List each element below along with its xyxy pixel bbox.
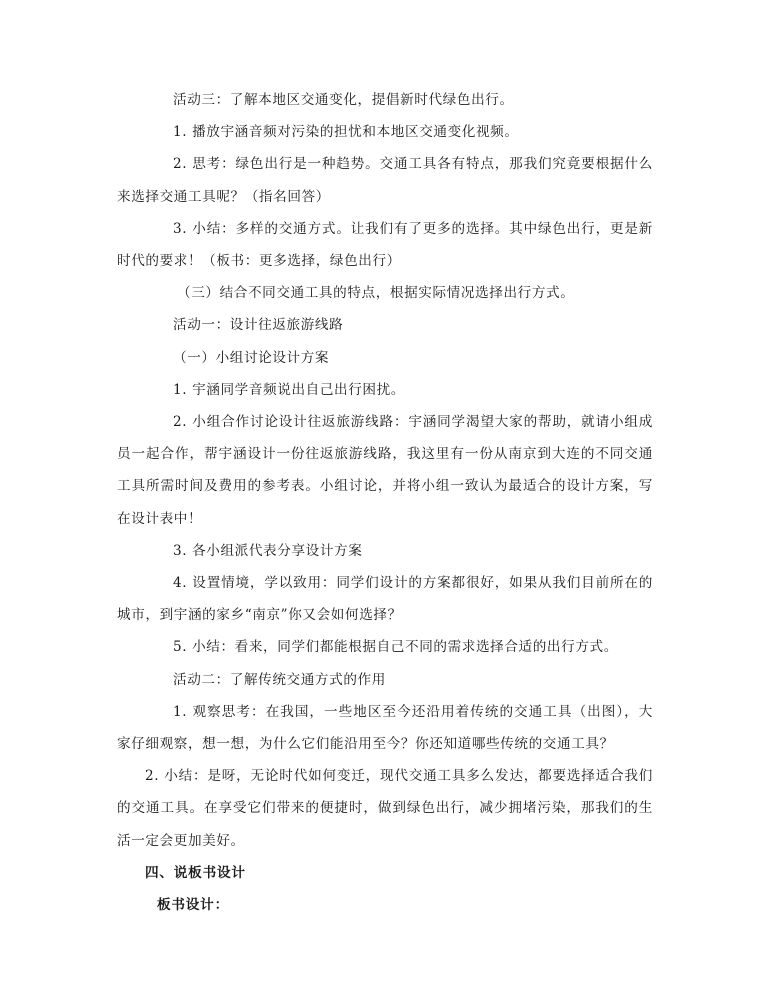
document-body: [117, 84, 653, 921]
activity1-step3: 3. 各小组派代表分享设计方案: [173, 542, 363, 559]
board-design-label: 板书设计：: [157, 897, 229, 914]
activity2-title: 活动二：了解传统交通方式的作用: [173, 671, 386, 688]
section3-title: （三）结合不同交通工具的特点，根据实际情况选择出行方式。: [177, 285, 575, 302]
section4-title: 四、说板书设计: [145, 864, 246, 881]
activity1-step1: 1. 宇涵同学音频说出自己出行困扰。: [173, 381, 405, 398]
activity2-step2: 2. 小结：是呀，无论时代如何变迁，现代交通工具多么发达，都要选择适合我们的交通工具。在享受它们带来的便捷时，做到绿色出行，减少拥堵污染，那我们的生活一定会更加美好。: [117, 768, 653, 849]
activity2-step1: 1. 观察思考：在我国，一些地区至今还沿用着传统的交通工具（出图），大家仔细观察，想一想，为什么它们能沿用至今？你还知道哪些传统的交通工具？: [117, 703, 653, 753]
activity1-step2: 2. 小组合作讨论设计往返旅游线路：宇涵同学渴望大家的帮助，就请小组成员一起合作，帮宇涵设计一份往返旅游线路，我这里有一份从南京到大连的不同交通工具所需时间及费用的参考表。小组讨论，并将小组一致认为最适合的设计方案，写在设计表中！: [117, 414, 653, 527]
activity3-step2: 2. 思考：绿色出行是一种趋势。交通工具各有特点，那我们究竟要根据什么来选择交通工具呢？（指名回答）: [117, 156, 653, 205]
activity3-step3: 3. 小结：多样的交通方式。让我们有了更多的选择。其中绿色出行，更是新时代的要求！（板书：更多选择，绿色出行）: [117, 220, 653, 270]
activity1-step4: 4. 设置情境，学以致用：同学们设计的方案都很好，如果从我们目前所在的城市，到宇涵的家乡“南京”你又会如何选择？: [117, 575, 653, 624]
activity3-title: 活动三：了解本地区交通变化，提倡新时代绿色出行。: [173, 92, 514, 108]
activity1-step5: 5. 小结：看来，同学们都能根据自己不同的需求选择合适的出行方式。: [173, 639, 618, 656]
activity3-step1: 1. 播放宇涵音频对污染的担忧和本地区交通变化视频。: [173, 124, 519, 141]
activity1-title: 活动一：设计往返旅游线路: [173, 317, 344, 334]
subsection1-title: （一）小组讨论设计方案: [173, 349, 330, 366]
